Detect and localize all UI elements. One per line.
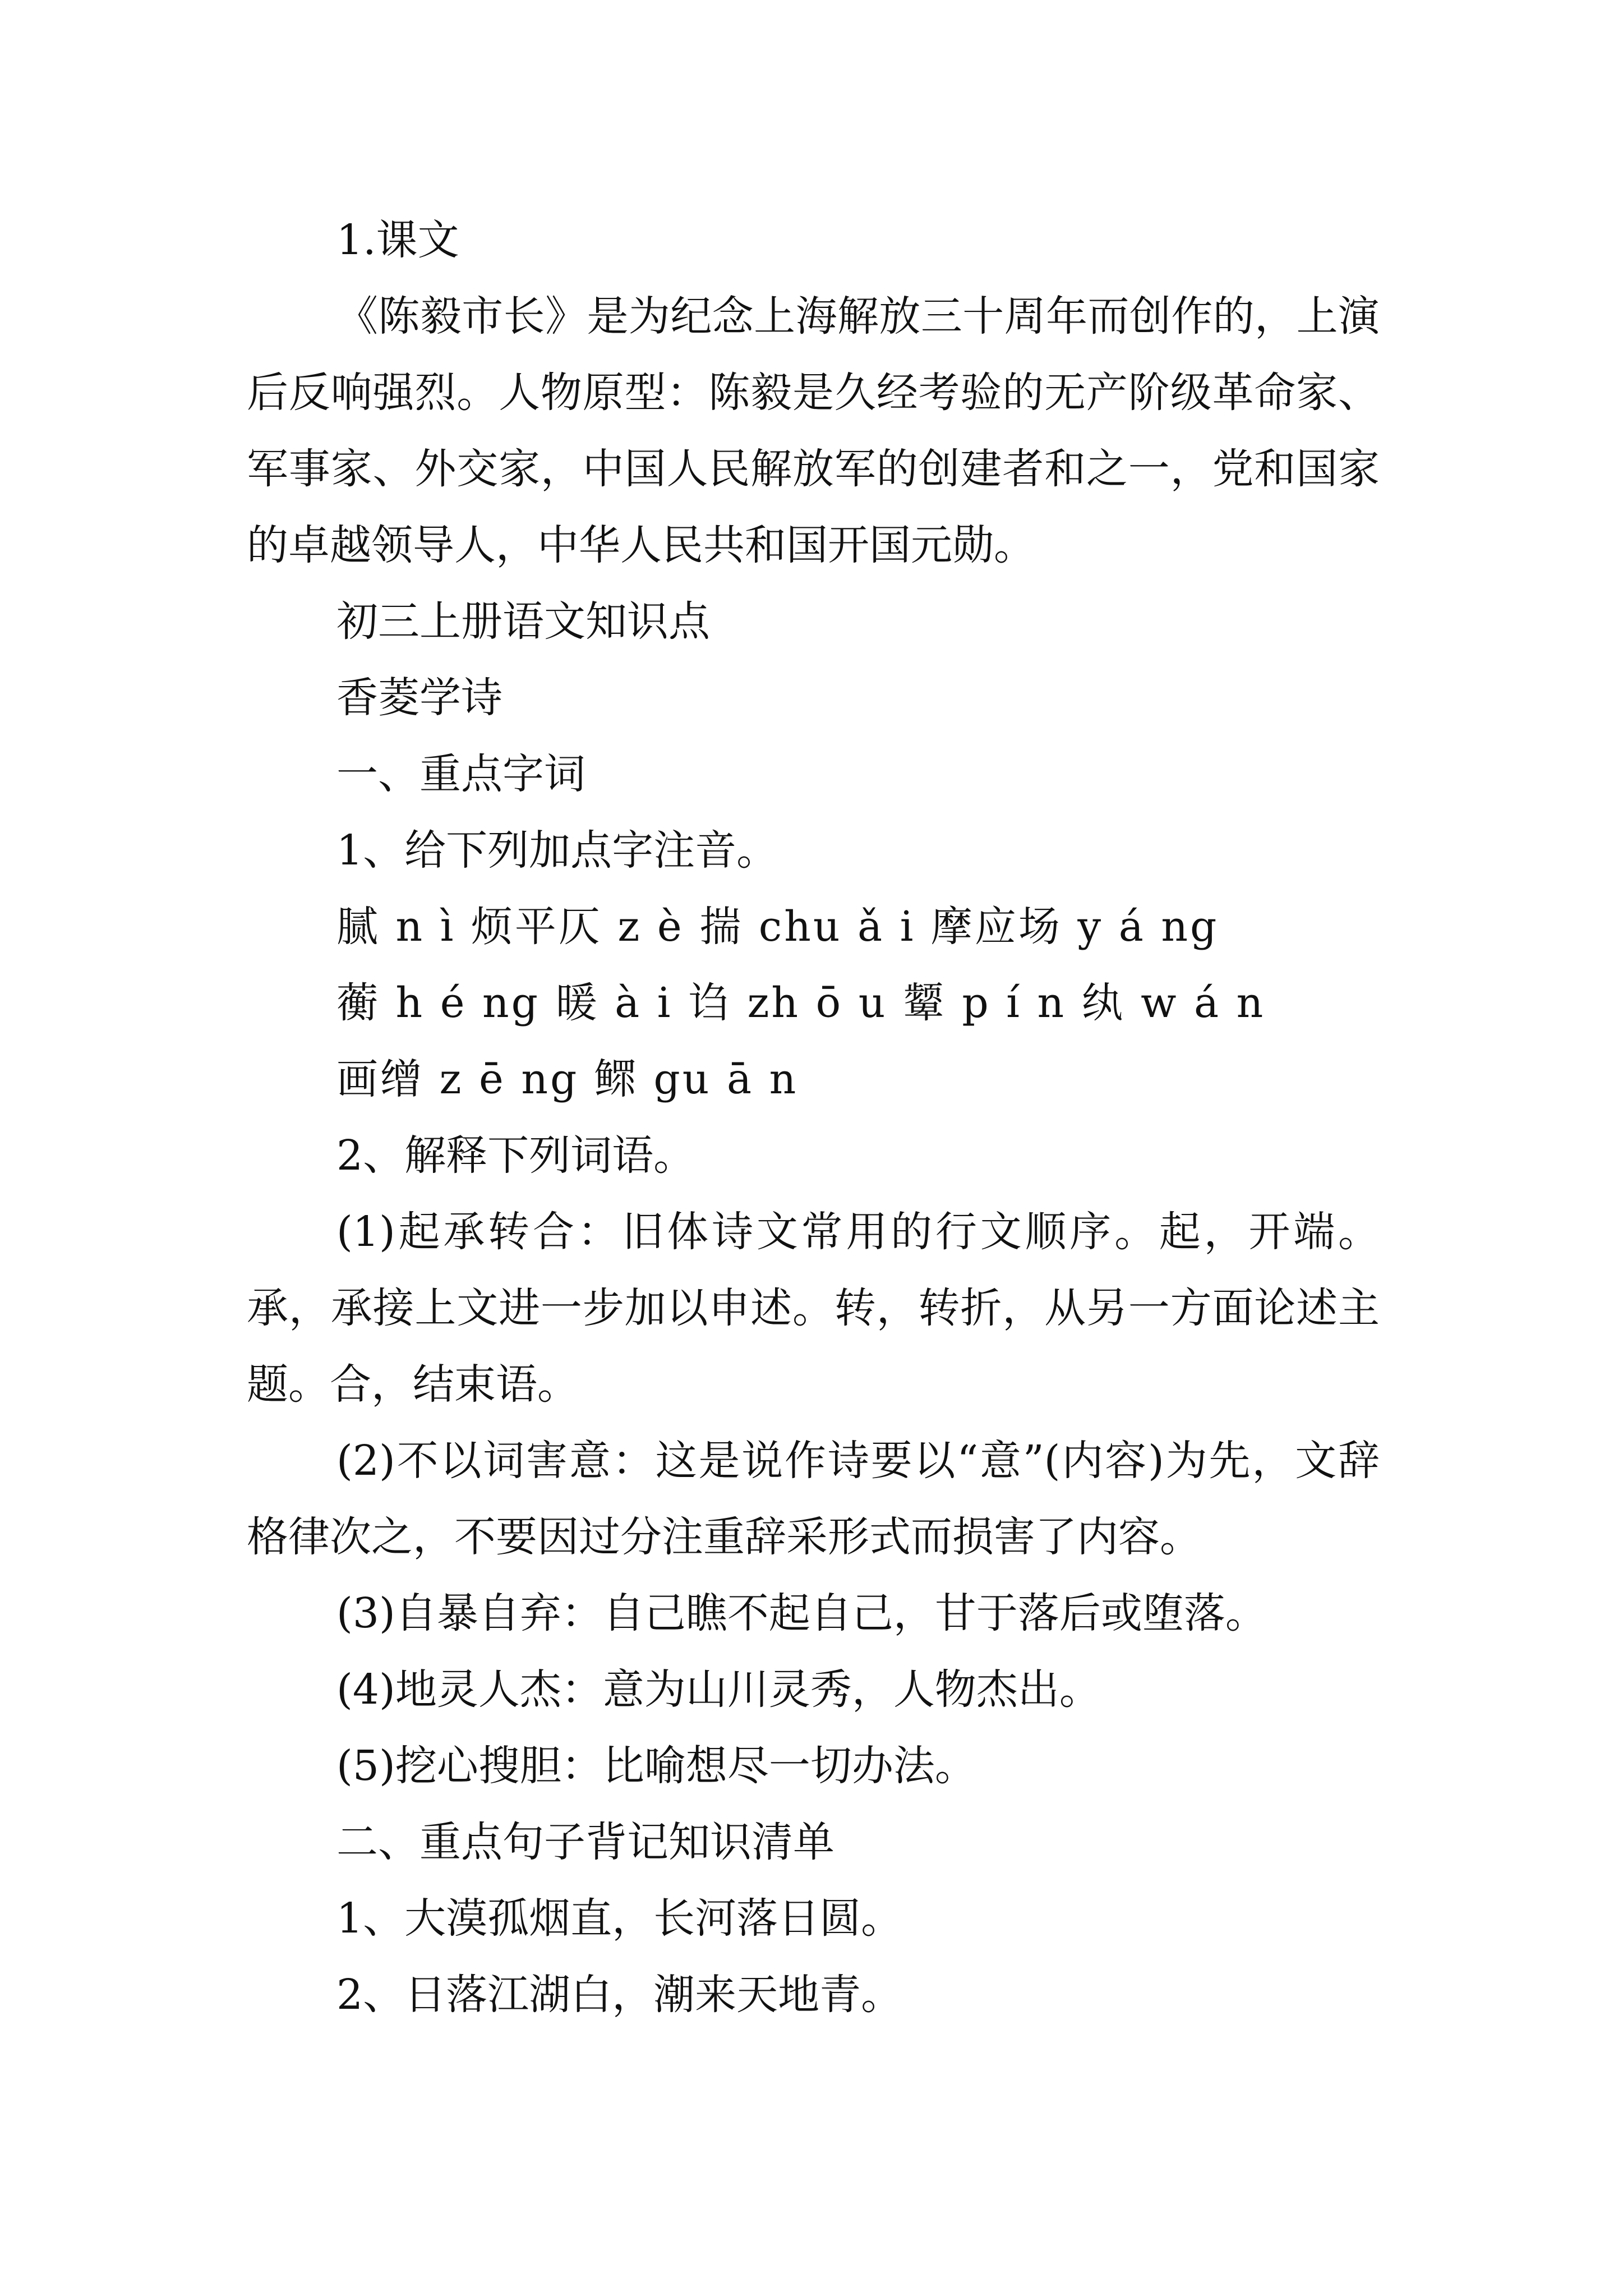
sentence-item-1: 1、大漠孤烟直，长河落日圆。 xyxy=(336,1894,903,1943)
section-heading-key-words: 一、重点字词 xyxy=(336,750,585,798)
pinyin-line-2: 蘅 h é ng 暖 à i 诌 zh ō u 颦 p í n 纨 w á n xyxy=(336,979,1266,1027)
paragraph-chen-yi: 《陈毅市长》是为纪念上海解放三十周年而创作的，上演后反响强烈。人物原型：陈毅是久经考验的无产阶级革命家、军事家、外交家，中国人民解放军的创建者和之一，党和国家的卓越领导人，中华人民共和国开国元勋。 xyxy=(247,292,1380,569)
doc-title: 初三上册语文知识点 xyxy=(336,597,710,646)
definition-item-4: (4)地灵人杰：意为山川灵秀，人物杰出。 xyxy=(336,1665,1101,1714)
section-heading-key-sentences: 二、重点句子背记知识清单 xyxy=(336,1818,834,1866)
definition-item-3: (3)自暴自弃：自己瞧不起自己，甘于落后或堕落。 xyxy=(336,1589,1267,1637)
pinyin-line-3: 画缯 z ē ng 鳏 gu ā n xyxy=(336,1055,799,1103)
exercise-pinyin-heading: 1、给下列加点字注音。 xyxy=(336,826,778,875)
lesson-title: 香菱学诗 xyxy=(336,674,502,722)
definition-item-2: (2)不以词害意：这是说作诗要以“意”(内容)为先，文辞格律次之，不要因过分注重辞采形式而损害了内容。 xyxy=(247,1437,1380,1561)
pinyin-line-1: 腻 n ì 烦平仄 z è 揣 chu ǎ i 摩应场 y á ng xyxy=(336,903,1219,951)
sentence-item-2: 2、日落江湖白，潮来天地青。 xyxy=(336,1971,903,2019)
definition-item-5: (5)挖心搜胆：比喻想尽一切办法。 xyxy=(336,1742,976,1790)
document-body xyxy=(247,202,1380,2033)
definition-item-1: (1)起承转合：旧体诗文常用的行文顺序。起，开端。承，承接上文进一步加以申述。转，转折，从另一方面论述主题。合，结束语。 xyxy=(247,1208,1380,1409)
section-heading-text: 1.课文 xyxy=(336,216,459,264)
exercise-explain-heading: 2、解释下列词语。 xyxy=(336,1131,695,1180)
